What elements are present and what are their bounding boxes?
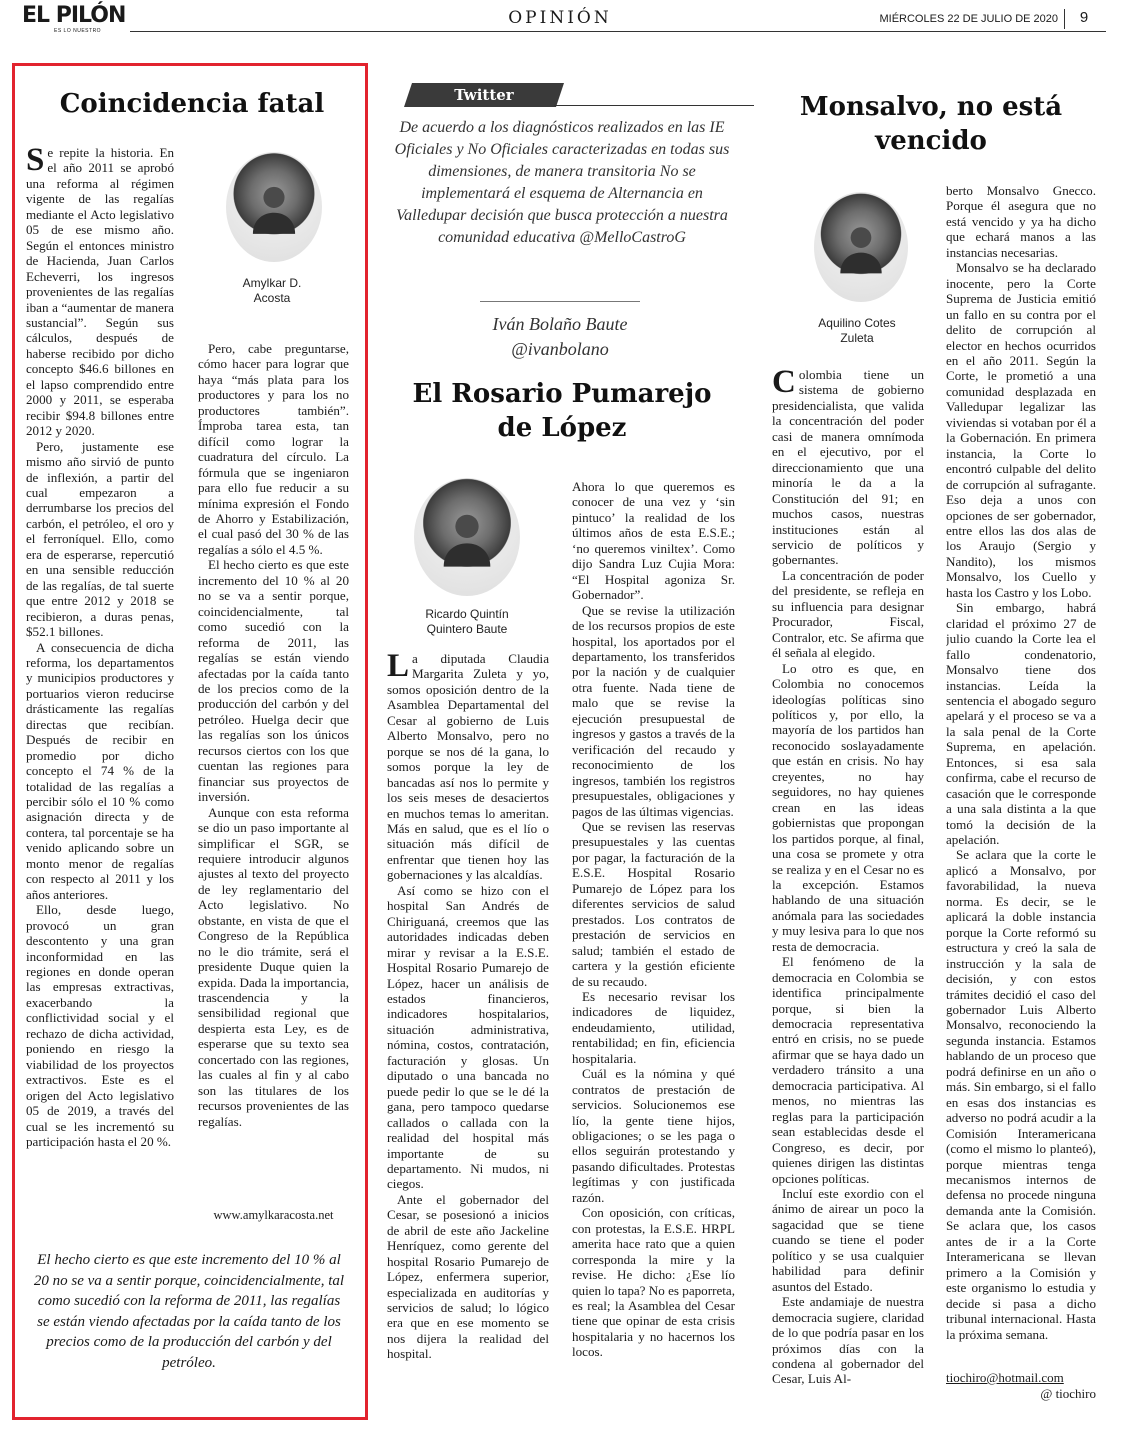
article3-paragraph: Se aclara que la corte le aplicó a Monsalvo, por favorabilidad, la nueva norma. Es decir, se le aplicará la doble instancia porque la Corte reformó su estructura y creó la sala de instrucción y la sala de decisión, y con estos trámites decidió el caso del gobernador Luis Alberto Monsalvo, reconociendo la segunda instancia. Estamos hablando de un proceso que podrá definirse en un año o más. Sin embargo, si el fallo en esas dos instancias es adverso no podrá acudir a la Comisión Interamericana (como el mismo lo planteó), porque mientras tenga mecanismos internos de defensa no procede ninguna demanda ante la Comisión. Se aclara que, los casos antes de ir a la Corte Interamericana se llevan primero a la Comisión y este organismo lo estudia y decide si pasa a dicho tribunal internacional. Hasta la próxima semana. [946,847,1096,1342]
dropcap: C [772,367,796,400]
author-handle[interactable]: @ tiochiro [1040,1385,1096,1401]
article1-title: Coincidencia fatal [59,89,325,119]
article2-paragraph: Ante el gobernador del Cesar, se posesionó a inicios de abril de este año Jackeline Henríquez, como gerente del hospital Rosario Pumarejo de López, enfermera superior, especializada en auditorías y servicios de salud; lo lógico era que en ese momento se nos dijera la realidad del hospital. [387,1191,549,1362]
person-icon [833,214,889,280]
twitter-label: Twitter [454,86,514,104]
tweet-author: Iván Bolaño Baute [492,314,628,334]
article3-paragraph: Colombia tiene un sistema de gobierno presidencialista, que valida la concentración del poder casi de manera omnímoda en el ejecutivo, por el direccionamiento que una minoría le da a la Constitución del 91; en muchos casos, nuestras instituciones están al servicio de políticos y gobernantes. [772,367,924,568]
twitter-label-bar [404,83,740,107]
logo-tagline: ES LO NUESTRO [54,28,102,34]
article2-paragraph: Así como se hizo con el hospital San Andrés de Chiriguaná, creemos que las autoridades indicadas deben mirar y revisar a la E.S.E. Hospital Rosario Pumarejo de López, hacer un análisis de estados financieros, indicadores hospitalarios, situación administrativa, nómina, costos, contratación, facturación y glosas. Un diputado o una bancada no puede pedir lo que se le dé la gana, pero tampoco quedarse callados o callada con la realidad del hospital más importante de su departamento. Ni mudos, ni ciegos. [387,882,549,1192]
author-photo-quintero [414,478,520,596]
tweet-handle[interactable]: @ivanbolano [511,339,609,359]
article2-paragraph: Es necesario revisar los indicadores de liquidez, endeudamiento, utilidad, rentabilidad; en fin, eficiencia hospitalaria. [572,988,735,1066]
author-website[interactable]: www.amylkaracosta.net [213,1208,334,1222]
logo: EL PILÓN [22,3,126,28]
article1-paragraph: Pero, cabe preguntarse, cómo hacer para lograr que haya “más plata para los productores y para los no productores también”. Ímproba tarea esta, tan difícil como lograr la cuadratura del círculo. La fórmula que se ingeniaron para ello fue reducir a su mínima expresión el Fondo de Ahorro y Estabilización, el cual pasó del 30 % de las regalías a sólo el 4.5 %. [198,341,349,557]
article2-paragraph: Con oposición, con críticas, con protestas, la E.S.E. HRPL amerita hace rato que a quien corresponda la mire y la revise. He dicho: ¿Ese lío quien lo tapa? No es paporreta, es real; la Asamblea del Cesar tiene que opinar de esta crisis hospitalaria y no hacernos los locos. [572,1205,735,1360]
article3-paragraph: Sin embargo, habrá claridad el próximo 27 de julio cuando la Corte lea el fallo condenatorio, Monsalvo tiene dos instancias. Leída la sentencia el abogado seguro apelará y el proceso se va a la sala penal de la Corte Suprema, en apelación. Entonces, si esa sala confirma, cabe el recurso de casación que le corresponde a una sala distinta a la que tomó la decisión de la apelación. [946,600,1096,848]
issue-date: MIÉRCOLES 22 DE JULIO DE 2020 [879,13,1058,25]
article1-paragraph: Se repite la historia. En el año 2011 se aprobó una reforma al régimen vigente de las regalías mediante el Acto legislativo 05 de ese mismo año. Según el entonces ministro de Hacienda, Juan Carlos Echeverri, los ingresos provenientes de las regalías iban a “aumentar de manera sustancial”. Según sus cálculos, después de haberse recibido por dicho concepto $46.6 billones en el lapso comprendido entre 2000 y 2011, se esperaba recibir $94.8 billones entre 2012 y 2020. [26,145,174,439]
article2-paragraph: Que se revisen las reservas presupuestales y las cuentas por pagar, la facturación de la E.S.E. Hospital Rosario Pumarejo de López para los diferentes servicios de salud prestados. Los contratos de prestación de servicios en salud; también el estado de cartera y la gestión eficiente de su recaudo. [572,818,735,989]
article3-paragraph: berto Monsalvo Gnecco. Porque él asegura que no está vencido y ya ha dicho que echará manos a las instancias necesarias. [946,183,1096,260]
article3-paragraph: Lo otro es que, en Colombia no conocemos ideologías políticas sino políticos y, por ello, la mayoría de los partidos han reconocido soslayadamente que están en crisis. No hay creyentes, no hay seguidores, no hay quienes crean en las ideas gobiernistas que propongan los partidos porque, al final, una cosa se promete y otra se realiza y en el Cesar no es la excepción. Estamos hablando de una situación anómala para las sociedades y muy lesiva para lo que nos resta de democracia. [772,660,924,954]
article2-paragraph: La diputada Claudia Margarita Zuleta y yo, somos oposición dentro de la Asamblea Departamental del Cesar al gobierno de Luis Alberto Monsalvo, pero no porque se nos dé la gana, lo somos porque la ley de bancadas así nos lo permite y los seis meses de desaciertos en muchos temas lo ameritan. Más en salud, que es el lío o situación más difícil de enfrentar que tienen hoy las gobernaciones y las alcaldías. [387,651,549,883]
article2-paragraph: Cuál es la nómina y qué contratos de prestación de servicios. Solucionemos ese lío, la gente tiene hijos, obligaciones; o se les paga o ellos seguirán protestando y pasando dificultades. Protestas legítimas y con justificada razón. [572,1066,735,1205]
person-icon [435,502,499,573]
article2-paragraph: Que se revise la utilización de los recursos propios de este hospital, los aportados por el departamento, los transferidos por la nación y de cualquier otra fuente. Nada tiene de malo que se revise la ejecución presupuestal de ingresos y gastos a través de la verificación del recaudo y reconocimiento de los ingresos, también los registros presupuestales, obligaciones y pagos de las últimas vigencias. [572,602,735,819]
article1-paragraph: Aunque con esta reforma se dio un paso importante al simplificar el SGR, se requiere introducir algunos ajustes al texto del proyecto de ley reglamentario del Acto legislativo. No obstante, en vista de que el Congreso de la República no le dio trámite, será el presidente Duque quien la expida. Dada la importancia, trascendencia y la sensibilidad regional que despierta esta Ley, es de esperarse que su texto sea concertado con las regiones, las cuales al fin y al cabo son las titulares de los recursos provenientes de las regalías. [198,804,349,1129]
article1-paragraph: Pero, justamente ese mismo año sirvió de punto de inflexión, a partir del cual empezaron a derrumbarse los precios del carbón, el petróleo, el oro y el ferroníquel. Ello, como era de esperarse, repercutió en una sensible reducción de las regalías, de tal suerte que entre 2012 y 2018 se recibieron, a duras penas, $52.1 billones. [26,438,174,640]
article3-paragraph: El fenómeno de la democracia en Colombia se identifica principalmente porque, si bien la democracia representativa entró en crisis, no se puede afirmar que se haya dado un verdadero tránsito a una democracia participativa. Al menos, no mientras las reglas para la participación sean establecidas desde el Congreso, es decir, por quienes dirigen las distintas opciones políticas. [772,954,924,1186]
page-number: 9 [1079,9,1089,26]
article3-paragraph: La concentración de poder del presidente, se refleja en su influencia para designar Procurador, Fiscal, Contralor, etc. Se afirma que él señala al elegido. [772,567,924,661]
article1-paragraph: A consecuencia de dicha reforma, los departamentos y municipios productores y portuarios vieron reducirse drásticamente las regalías directas que recibían. Después de recibir en promedio por dicho concepto el 74 % de la totalidad de las regalías a percibir sólo el 10 % como asignación directa y de contera, tal porcentaje se ha venido aplicando sobre un monto menor de regalías con respecto al 2011 y los años anteriores. [26,639,174,902]
article3-paragraph: Incluí este exordio con el ánimo de airear un poco la sagacidad que se tiene cuando se tiene el poder político y se usa cualquier habilidad para definir asuntos del Estado. [772,1186,924,1294]
tweet-text: De acuerdo a los diagnósticos realizados en las IE Oficiales y No Oficiales caracterizadas en todas sus dimensiones, de manera transitoria No se implementará el esquema de Alternancia en Valledupar decisión que busca protección a nuestra comunidad educativa @MelloCastroG [394,119,730,246]
tweet-rule [480,301,640,302]
twitter-box [384,83,736,368]
dropcap: L [387,651,410,684]
date-divider [1064,9,1065,29]
masthead [0,0,1128,40]
article3-title: Monsalvo, no está vencido [799,92,1063,156]
article2-col1 [387,651,549,1411]
pullquote: El hecho cierto es que este incremento del 10 % al 20 no se va a sentir porque, coincidencialmente, tal como sucedió con la reforma de 2011, las regalías se están viendo afectadas por la caída tanto de los precios como de la producción del carbón y del petróleo. [33,1252,345,1371]
author-photo-acosta [226,152,322,262]
article3-paragraph: Monsalvo se ha declarado inocente, pero la Corte Suprema de Justicia emitió un fallo en su contra por el delito de corrupción al elector en hechos ocurridos en el año 2011. Según la Corte, le prometió a una comunidad desplazada en Valledupar legalizar las viviendas si votaban por él a la Gobernación. En primera instancia, la Corte lo encontró culpable del delito de corrupción al sufragante. Eso deja a unos con opciones de ser gobernador, entre ellos las dos alas de los Araujo (Sergio y Nandito), los mismos Monsalvo, los Cuello y hasta los Castro y los Lobo. [946,260,1096,600]
article2-paragraph: Ahora lo que queremos es conocer de una vez y ‘sin pintuco’ la realidad de los últimos años de esta E.S.E.; ‘no queremos viniltex’. Como dijo Sandra Luz Cujia Mora: “El Hospital agoniza Sr. Gobernador”. [572,479,735,603]
article1-col1 [26,145,174,1225]
author-email[interactable]: tiochiro@hotmail.com [946,1370,1064,1385]
person-icon [245,174,303,240]
article3-paragraph: Este andamiaje de nuestra democracia sugiere, claridad de lo que podría pasar en los próximos días con la condena al gobernador del Cesar, Luis Al- [772,1294,924,1387]
section-title: OPINIÓN [508,8,612,28]
twitter-label-rule [554,105,754,106]
author-caption-acosta: Amylkar D. Acosta [242,276,302,305]
article3-col2 [946,183,1096,1369]
article2-col2 [572,479,735,1409]
article1-paragraph: Ello, desde luego, provocó un gran descontento y una gran inconformidad en las regiones en donde operan las empresas extractivas, exacerbando la conflictividad social y el rechazo de dicha actividad, poniendo en riesgo la viabilidad de los proyectos extractivos. Este es el origen del Acto legislativo 05 de 2019, a través del cual se les incrementó su participación hasta el 20 %. [26,902,174,1149]
author-caption-cotes: Aquilino Cotes Zuleta [818,316,896,345]
author-contact [946,1370,1096,1401]
article2-title: El Rosario Pumarejo de López [412,379,712,443]
article1-paragraph: El hecho cierto es que este incremento del 10 % al 20 no se va a sentir porque, coincidencialmente, tal como sucedió con la reforma de 2011, las regalías se están viendo afectadas por la caída tanto de los precios como de la producción del carbón y del petróleo. Huelga decir que las regalías son los únicos recursos ciertos con los que cuentan las regiones para financiar sus proyectos de inversión. [198,557,349,805]
article1-col2 [198,341,349,1211]
masthead-rule [130,31,1106,32]
article3-col1 [772,367,924,1407]
author-caption-quintero: Ricardo Quintín Quintero Baute [425,607,509,636]
author-photo-cotes [814,192,908,302]
dropcap: S [26,145,45,178]
